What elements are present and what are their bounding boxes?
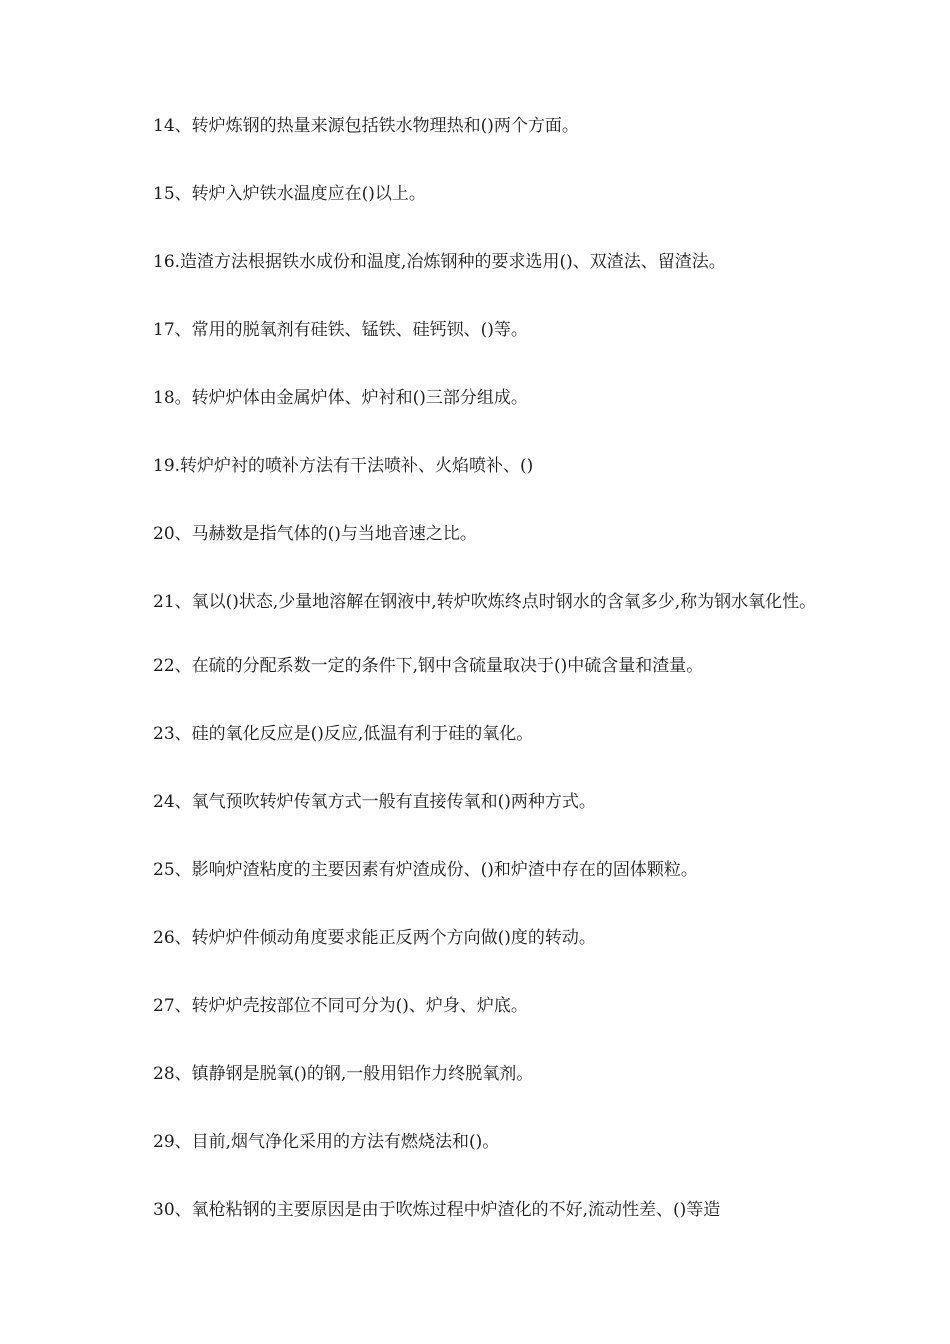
question-24: 24、氧气预吹转炉传氧方式一般有直接传氧和()两种方式。 — [153, 792, 596, 812]
question-18: 18。转炉炉体由金属炉体、炉衬和()三部分组成。 — [153, 388, 528, 408]
question-22: 22、在硫的分配系数一定的条件下,钢中含硫量取决于()中硫含量和渣量。 — [153, 656, 704, 676]
question-16: 16.造渣方法根据铁水成份和温度,冶炼钢种的要求选用()、双渣法、留渣法。 — [153, 252, 726, 272]
question-19: 19.转炉炉衬的喷补方法有干法喷补、火焰喷补、() — [153, 456, 534, 476]
question-21: 21、氧以()状态,少量地溶解在钢液中,转炉吹炼终点时钢水的含氧多少,称为钢水氧化性。 — [153, 592, 817, 612]
question-28: 28、镇静钢是脱氧()的钢,一般用铝作力终脱氧剂。 — [153, 1064, 534, 1084]
question-23: 23、硅的氧化反应是()反应,低温有利于硅的氧化。 — [153, 724, 534, 744]
question-27: 27、转炉炉壳按部位不同可分为()、炉身、炉底。 — [153, 996, 528, 1016]
question-14: 14、转炉炼钢的热量来源包括铁水物理热和()两个方面。 — [153, 116, 579, 136]
question-15: 15、转炉入炉铁水温度应在()以上。 — [153, 184, 426, 204]
question-20: 20、马赫数是指气体的()与当地音速之比。 — [153, 524, 477, 544]
question-29: 29、目前,烟气净化采用的方法有燃烧法和()。 — [153, 1132, 500, 1152]
question-30: 30、氧枪粘钢的主要原因是由于吹炼过程中炉渣化的不好,流动性差、()等造 — [153, 1200, 721, 1220]
question-26: 26、转炉炉件倾动角度要求能正反两个方向做()度的转动。 — [153, 928, 596, 948]
question-list — [113, 110, 838, 1262]
question-25: 25、影响炉渣粘度的主要因素有炉渣成份、()和炉渣中存在的固体颗粒。 — [153, 860, 698, 880]
question-17: 17、常用的脱氧剂有硅铁、锰铁、硅钙钡、()等。 — [153, 320, 528, 340]
